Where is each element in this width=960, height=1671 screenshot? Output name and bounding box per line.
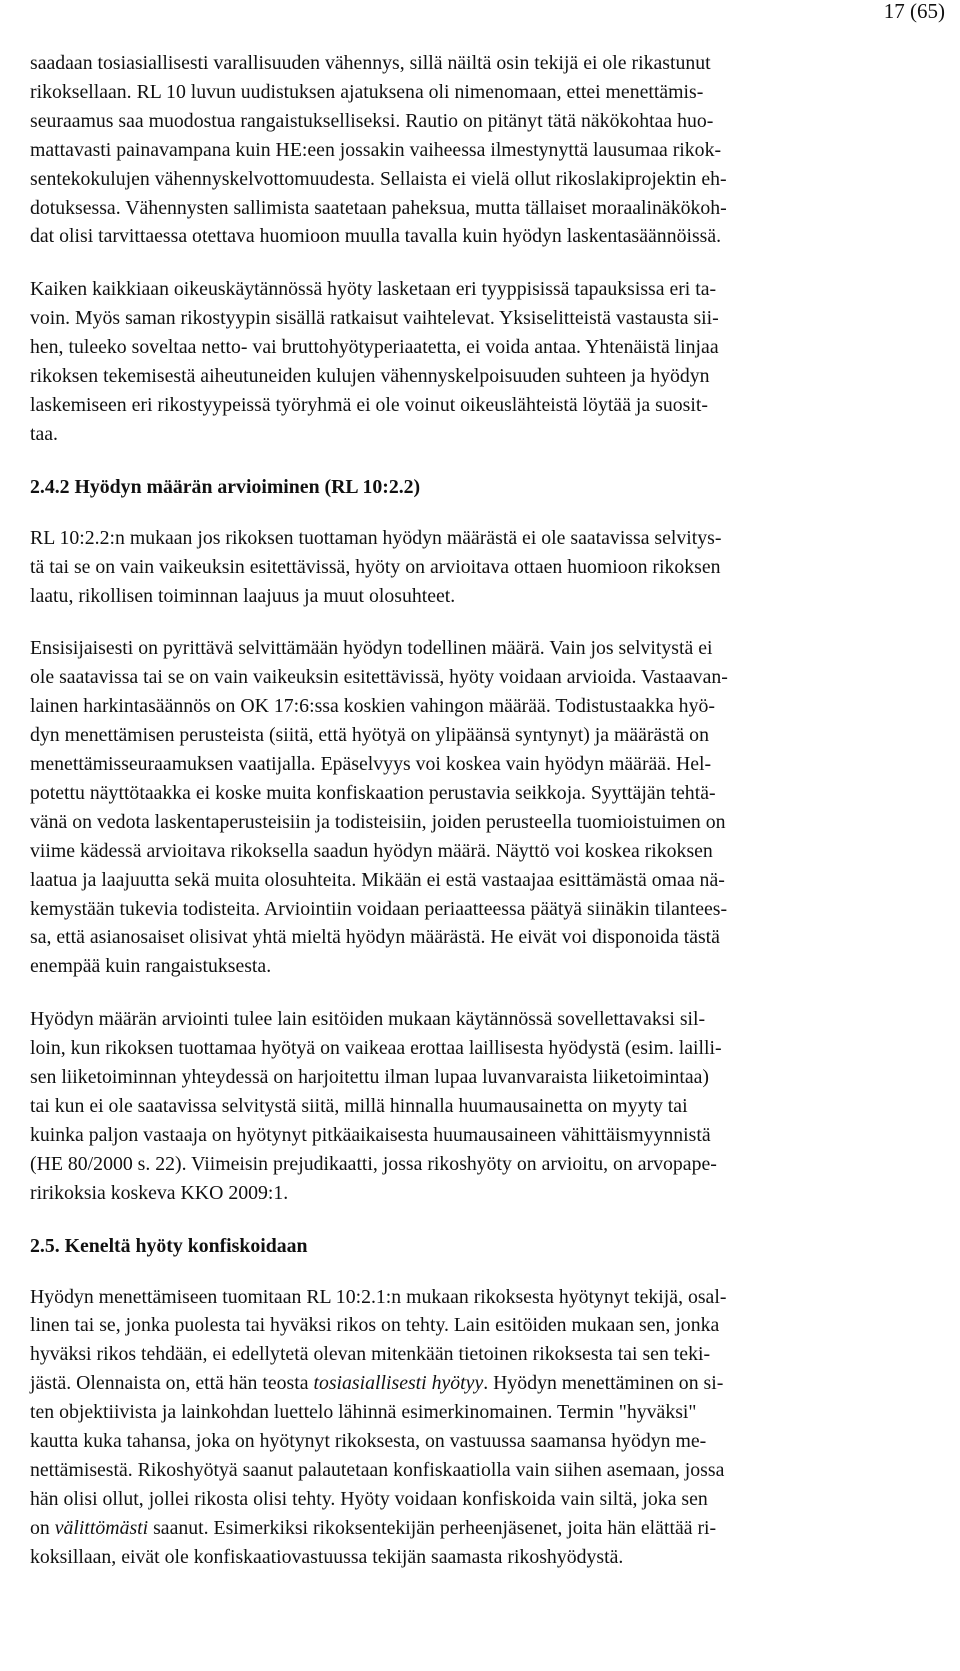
- section-heading-2-5: 2.5. Keneltä hyöty konfiskoidaan: [30, 1234, 308, 1257]
- text-line: linen tai se, jonka puolesta tai hyväksi rikos on tehty. Lain esitöiden mukaan sen, jonka: [30, 1314, 720, 1337]
- paragraph-rl-10-2-2: [30, 524, 895, 611]
- text-line: laatua ja laajuutta sekä muita olosuhteita. Mikään ei estä vastaajaa esittämästä omaa nä-: [30, 868, 725, 891]
- text-line: taa.: [30, 422, 59, 445]
- paragraph-oikeuskaytanto: [30, 275, 895, 448]
- text-line: Hyödyn menettämiseen tuomitaan RL 10:2.1:n mukaan rikoksesta hyötynyt tekijä, osal-: [30, 1285, 727, 1308]
- text-line: dotuksessa. Vähennysten sallimista saatetaan paheksua, mutta tällaiset moraalinäkökoh-: [30, 196, 727, 219]
- text-fragment: saanut. Esimerkiksi rikoksentekijän perheenjäsenet, joita hän elättää ri-: [148, 1516, 717, 1539]
- text-line: sentekokulujen vähennyskelvottomuudesta. Sellaista ei vielä ollut rikoslakiprojektin eh-: [30, 167, 727, 190]
- text-line: hyväksi rikos tehdään, ei edellytetä olevan mitenkään tietoinen rikoksesta tai sen teki-: [30, 1343, 711, 1366]
- text-line: laskemiseen eri rikostyypeissä työryhmä ei ole voinut oikeuslähteistä löytää ja suosit-: [30, 393, 708, 416]
- text-line: enempää kuin rangaistuksesta.: [30, 955, 272, 978]
- emphasis-text: välittömästi: [54, 1516, 149, 1539]
- text-line: Hyödyn määrän arviointi tulee lain esitöiden mukaan käytännössä sovellettavaksi sil-: [30, 1008, 706, 1031]
- text-line: mattavasti painavampana kuin HE:een jossakin vaiheessa ilmestynyttä lausumaa rikok-: [30, 138, 722, 161]
- text-line: tai kun ei ole saatavissa selvitystä siitä, millä hinnalla huumausainetta on myyty tai: [30, 1095, 688, 1117]
- text-line: Ensisijaisesti on pyrittävä selvittämään hyödyn todellinen määrä. Vain jos selvitystä ei: [30, 637, 713, 660]
- text-line: sa, että asianosaiset olisivat yhtä mieltä hyödyn määrästä. He eivät voi disponoida tästä: [30, 926, 720, 949]
- text-line: kemystään tukevia todisteita. Arviointiin voidaan periaatteessa päätyä siinäkin tilantees-: [30, 897, 728, 920]
- text-line: lainen harkintasäännös on OK 17:6:ssa koskien vahingon määrää. Todistustaakka hyö-: [30, 695, 715, 718]
- text-line: Kaiken kaikkiaan oikeuskäytännössä hyöty lasketaan eri tyyppisissä tapauksissa eri ta-: [30, 278, 717, 301]
- section-heading-2-4-2: 2.4.2 Hyödyn määrän arvioiminen (RL 10:2.2): [30, 475, 421, 498]
- text-line: vänä on vedota laskentaperusteisiin ja todisteisiin, joiden perusteella tuomioistuimen on: [30, 810, 726, 833]
- text-line: ten objektiivista ja lainkohdan luettelo lähinnä esimerkinomainen. Termin "hyväksi": [30, 1401, 697, 1424]
- paragraph-netto-brutto: [30, 49, 895, 251]
- text-line: kautta kuka tahansa, joka on hyötynyt rikoksesta, on vastuussa saamansa hyödyn me-: [30, 1430, 707, 1453]
- text-line: potettu näyttötaakka ei koske muita konfiskaation perustavia seikkoja. Syyttäjän tehtä-: [30, 781, 716, 804]
- text-line: hen, tuleeko soveltaa netto- vai bruttohyötyperiaatetta, ei voida antaa. Yhtenäistä linjaa: [30, 336, 719, 359]
- text-line: nettämisestä. Rikoshyötyä saanut palautetaan konfiskaatiolla vain siihen asemaan, jossa: [30, 1458, 725, 1481]
- text-line: menettämisseuraamuksen vaatijalla. Epäselvyys voi koskea vain hyödyn määrää. Hel-: [30, 753, 712, 776]
- text-line: rikoksen tekemisestä aiheutuneiden kulujen vähennyskelpoisuuden suhteen ja hyödyn: [30, 365, 710, 388]
- text-line: [30, 1514, 895, 1543]
- text-line: loin, kun rikoksen tuottamaa hyötyä on vaikeaa erottaa laillisesta hyödystä (esim. lailli-: [30, 1037, 722, 1060]
- text-line: kuinka paljon vastaaja on hyötynyt pitkäaikaisesta huumausaineen vähittäismyynnistä: [30, 1123, 711, 1146]
- text-line: dat olisi tarvittaessa otettava huomioon muulla tavalla kuin hyödyn laskentasäännöissä.: [30, 225, 722, 248]
- paragraph-hyodyn-maaran-arviointi: [30, 1005, 895, 1207]
- paragraph-keneltä-hyoty: [30, 1283, 895, 1572]
- text-line: hän olisi ollut, jollei rikosta olisi tehty. Hyöty voidaan konfiskoida vain siltä, joka sen: [30, 1487, 708, 1510]
- text-line: rikoksellaan. RL 10 luvun uudistuksen ajatuksena oli nimenomaan, ettei menettämis-: [30, 80, 704, 103]
- text-line: (HE 80/2000 s. 22). Viimeisin prejudikaatti, jossa rikoshyöty on arvioitu, on arvopape-: [30, 1152, 717, 1175]
- text-fragment: jästä. Olennaista on, että hän teosta: [30, 1372, 314, 1395]
- text-line: voin. Myös saman rikostyypin sisällä ratkaisut vaihtelevat. Yksiselitteistä vastausta sii-: [30, 307, 719, 330]
- page-number: 17 (65): [883, 0, 945, 23]
- text-line: seuraamus saa muodostua rangaistukselliseksi. Rautio on pitänyt tätä näkökohtaa huo-: [30, 109, 714, 132]
- document-body: [30, 49, 895, 1572]
- text-line: ririkoksia koskeva KKO 2009:1.: [30, 1181, 289, 1204]
- paragraph-ensisijaisesti: [30, 634, 895, 981]
- text-line: [30, 1369, 895, 1398]
- emphasis-text: tosiasiallisesti hyötyy: [313, 1372, 484, 1395]
- text-line: RL 10:2.2:n mukaan jos rikoksen tuottaman hyödyn määrästä ei ole saatavissa selvitys-: [30, 526, 722, 549]
- text-line: tä tai se on vain vaikeuksin esitettävissä, hyöty on arvioitava ottaen huomioon rikoksen: [30, 555, 721, 578]
- text-line: viime kädessä arvioitava rikoksella saadun hyödyn määrä. Näyttö voi koskea rikoksen: [30, 839, 713, 862]
- text-line: ole saatavissa tai se on vain vaikeuksin esitettävissä, hyöty voidaan arvioida. Vastaavan-: [30, 666, 728, 689]
- text-fragment: . Hyödyn menettäminen on si-: [483, 1372, 724, 1395]
- text-line: dyn menettämisen perusteista (siitä, että hyötyä on ylipäänsä syntynyt) ja määrästä on: [30, 724, 709, 747]
- text-line: saadaan tosiasiallisesti varallisuuden vähennys, sillä näiltä osin tekijä ei ole rikastunut: [30, 52, 711, 74]
- text-line: laatu, rikollisen toiminnan laajuus ja muut olosuhteet.: [30, 584, 456, 607]
- text-line: koksillaan, eivät ole konfiskaatiovastuussa tekijän saamasta rikoshyödystä.: [30, 1545, 624, 1568]
- text-fragment: on: [30, 1516, 55, 1539]
- text-line: sen liiketoiminnan yhteydessä on harjoitettu ilman lupaa luvanvaraista liiketoimintaa): [30, 1066, 709, 1089]
